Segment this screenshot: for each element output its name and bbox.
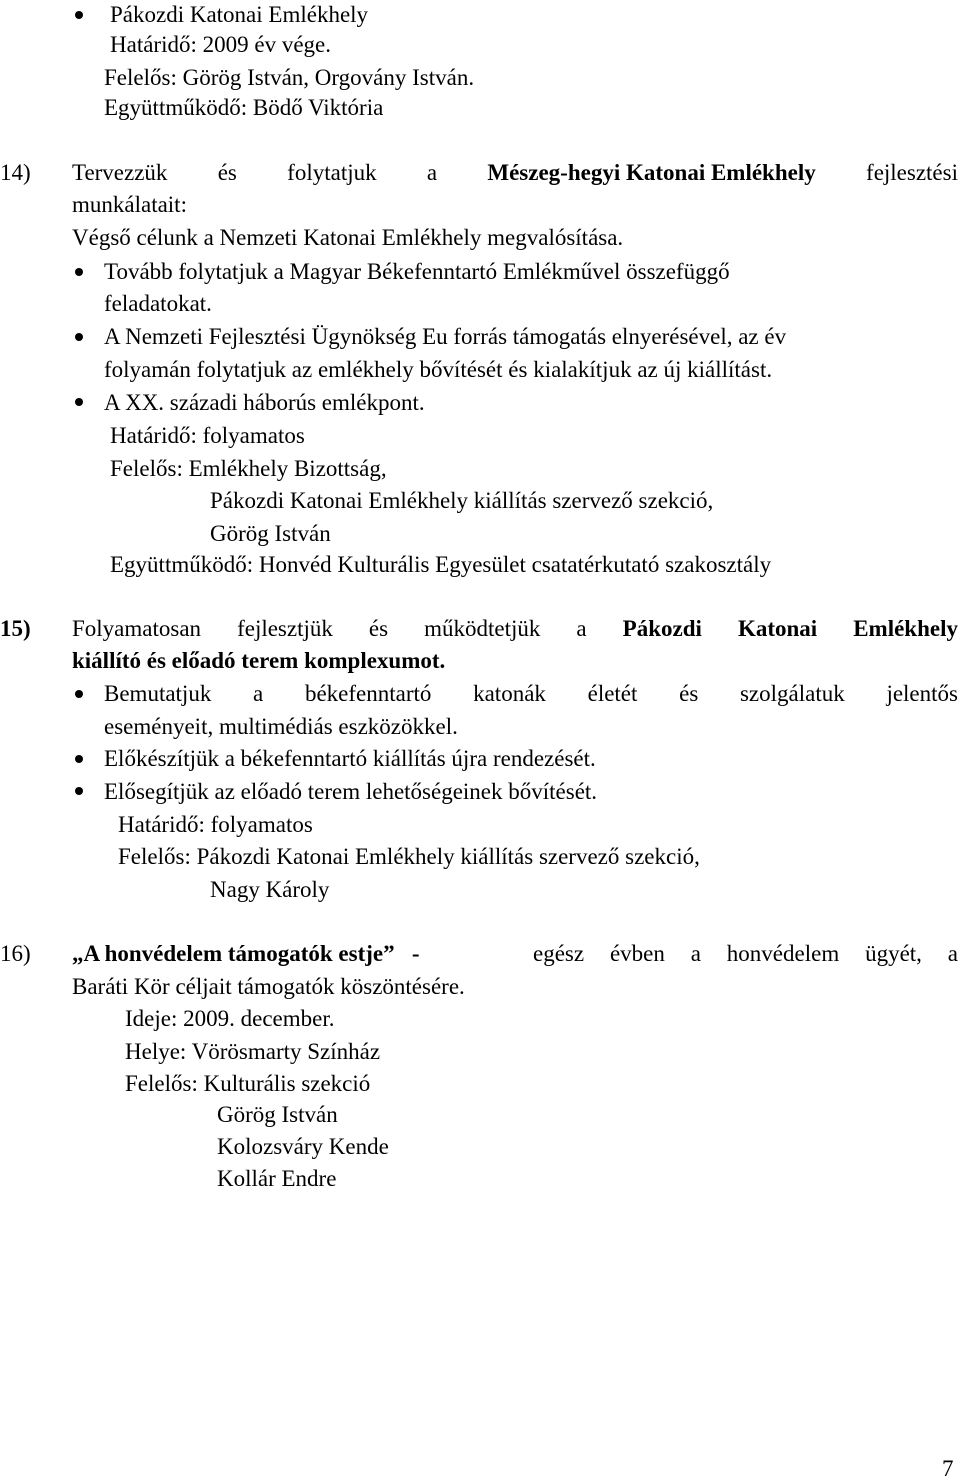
word: folytatjuk: [287, 160, 377, 185]
word: és: [217, 160, 237, 185]
word: a: [426, 160, 438, 185]
word: a: [947, 941, 958, 966]
bullet: [75, 268, 83, 276]
word: békefenntartó: [304, 681, 432, 706]
s16-responsible: Felelős: Kulturális szekció: [125, 1071, 371, 1096]
bullet: [75, 787, 83, 795]
s15-deadline: Határidő: folyamatos: [118, 812, 313, 837]
word: egész: [533, 941, 585, 966]
word: Folyamatosan: [72, 616, 202, 641]
s15-line2: kiállító és előadó terem komplexumot.: [72, 648, 446, 673]
bold-memorial-name: Mészeg-hegyi Katonai Emlékhely: [487, 160, 816, 185]
memorial-title: Pákozdi Katonai Emlékhely: [110, 2, 369, 27]
s14-responsible: Felelős: Emlékhely Bizottság,: [110, 456, 387, 481]
word: honvédelem: [726, 941, 840, 966]
word: életét: [587, 681, 638, 706]
word: a: [690, 941, 701, 966]
s16-venue: Helye: Vörösmarty Színház: [125, 1039, 381, 1064]
s15-bullet1b: eseményeit, multimédiás eszközökkel.: [104, 714, 458, 739]
s14-heading-line: [72, 158, 958, 188]
bullet: [75, 398, 83, 406]
bullet: [75, 755, 83, 763]
bullet: [75, 11, 83, 19]
deadline: Határidő: 2009 év vége.: [110, 32, 331, 57]
word: évben: [609, 941, 665, 966]
s14-responsible3: Görög István: [210, 521, 331, 546]
word: fejlesztjük: [237, 616, 333, 641]
bullet: [75, 333, 83, 341]
s14-bullet1a: Tovább folytatjuk a Magyar Békefenntartó Emlékművel összefüggő: [104, 259, 730, 284]
word: Bemutatjuk: [104, 681, 212, 706]
section-number-15: 15): [0, 616, 31, 641]
s16-person1: Görög István: [217, 1102, 338, 1127]
word: jelentős: [886, 681, 958, 706]
word: működtetjük: [424, 616, 541, 641]
s14-goal: Végső célunk a Nemzeti Katonai Emlékhely megvalósítása.: [72, 225, 624, 250]
dash: -: [411, 941, 420, 966]
s14-deadline: Határidő: folyamatos: [110, 423, 305, 448]
s16-heading-right: [533, 939, 958, 969]
s16-date: Ideje: 2009. december.: [125, 1006, 335, 1031]
s14-line2: munkálatait:: [72, 192, 187, 217]
s14-bullet2b: folyamán folytatjuk az emlékhely bővítését és kialakítjuk az új kiállítást.: [104, 357, 773, 382]
word: a: [576, 616, 587, 641]
s16-line2: Baráti Kör céljait támogatók köszöntésére.: [72, 974, 465, 999]
s16-person3: Kollár Endre: [217, 1166, 337, 1191]
word: és: [679, 681, 699, 706]
s14-bullet2a: A Nemzeti Fejlesztési Ügynökség Eu forrás támogatás elnyerésével, az év: [104, 324, 787, 349]
s15-responsible2: Nagy Károly: [210, 877, 330, 902]
s15-bullet2: Előkészítjük a békefenntartó kiállítás újra rendezését.: [104, 746, 596, 771]
s14-bullet1b: feladatokat.: [104, 291, 212, 316]
responsible: Felelős: Görög István, Orgovány István.: [104, 65, 475, 90]
s14-bullet3: A XX. századi háborús emlékpont.: [104, 390, 425, 415]
s15-heading-line: [72, 614, 958, 644]
s16-heading-left: [72, 939, 420, 969]
section-number-16: 16): [0, 941, 31, 966]
word: katonák: [473, 681, 546, 706]
s14-responsible2: Pákozdi Katonai Emlékhely kiállítás szervező szekció,: [210, 488, 714, 513]
word: ügyét,: [865, 941, 922, 966]
cooperator: Együttműködő: Bödő Viktória: [104, 95, 384, 120]
page-number: 7: [942, 1456, 954, 1481]
s15-bullet3: Elősegítjük az előadó terem lehetőségeinek bővítését.: [104, 779, 598, 804]
word: és: [368, 616, 389, 641]
s14-cooperator: Együttműködő: Honvéd Kulturális Egyesület csatatérkutató szakosztály: [110, 552, 772, 577]
section-number-14: 14): [0, 160, 31, 185]
bold-word: Pákozdi: [622, 616, 702, 641]
bold-word: Katonai: [737, 616, 818, 641]
s16-person2: Kolozsváry Kende: [217, 1134, 389, 1159]
bullet: [75, 690, 83, 698]
word: a: [253, 681, 264, 706]
s15-bullet1a: [104, 679, 958, 709]
word: szolgálatuk: [739, 681, 845, 706]
bold-word: Emlékhely: [853, 616, 958, 641]
event-title: „A honvédelem támogatók estje”: [72, 941, 395, 966]
word: Tervezzük: [72, 160, 168, 185]
word: fejlesztési: [866, 160, 958, 185]
s15-responsible: Felelős: Pákozdi Katonai Emlékhely kiállítás szervező szekció,: [118, 844, 700, 869]
